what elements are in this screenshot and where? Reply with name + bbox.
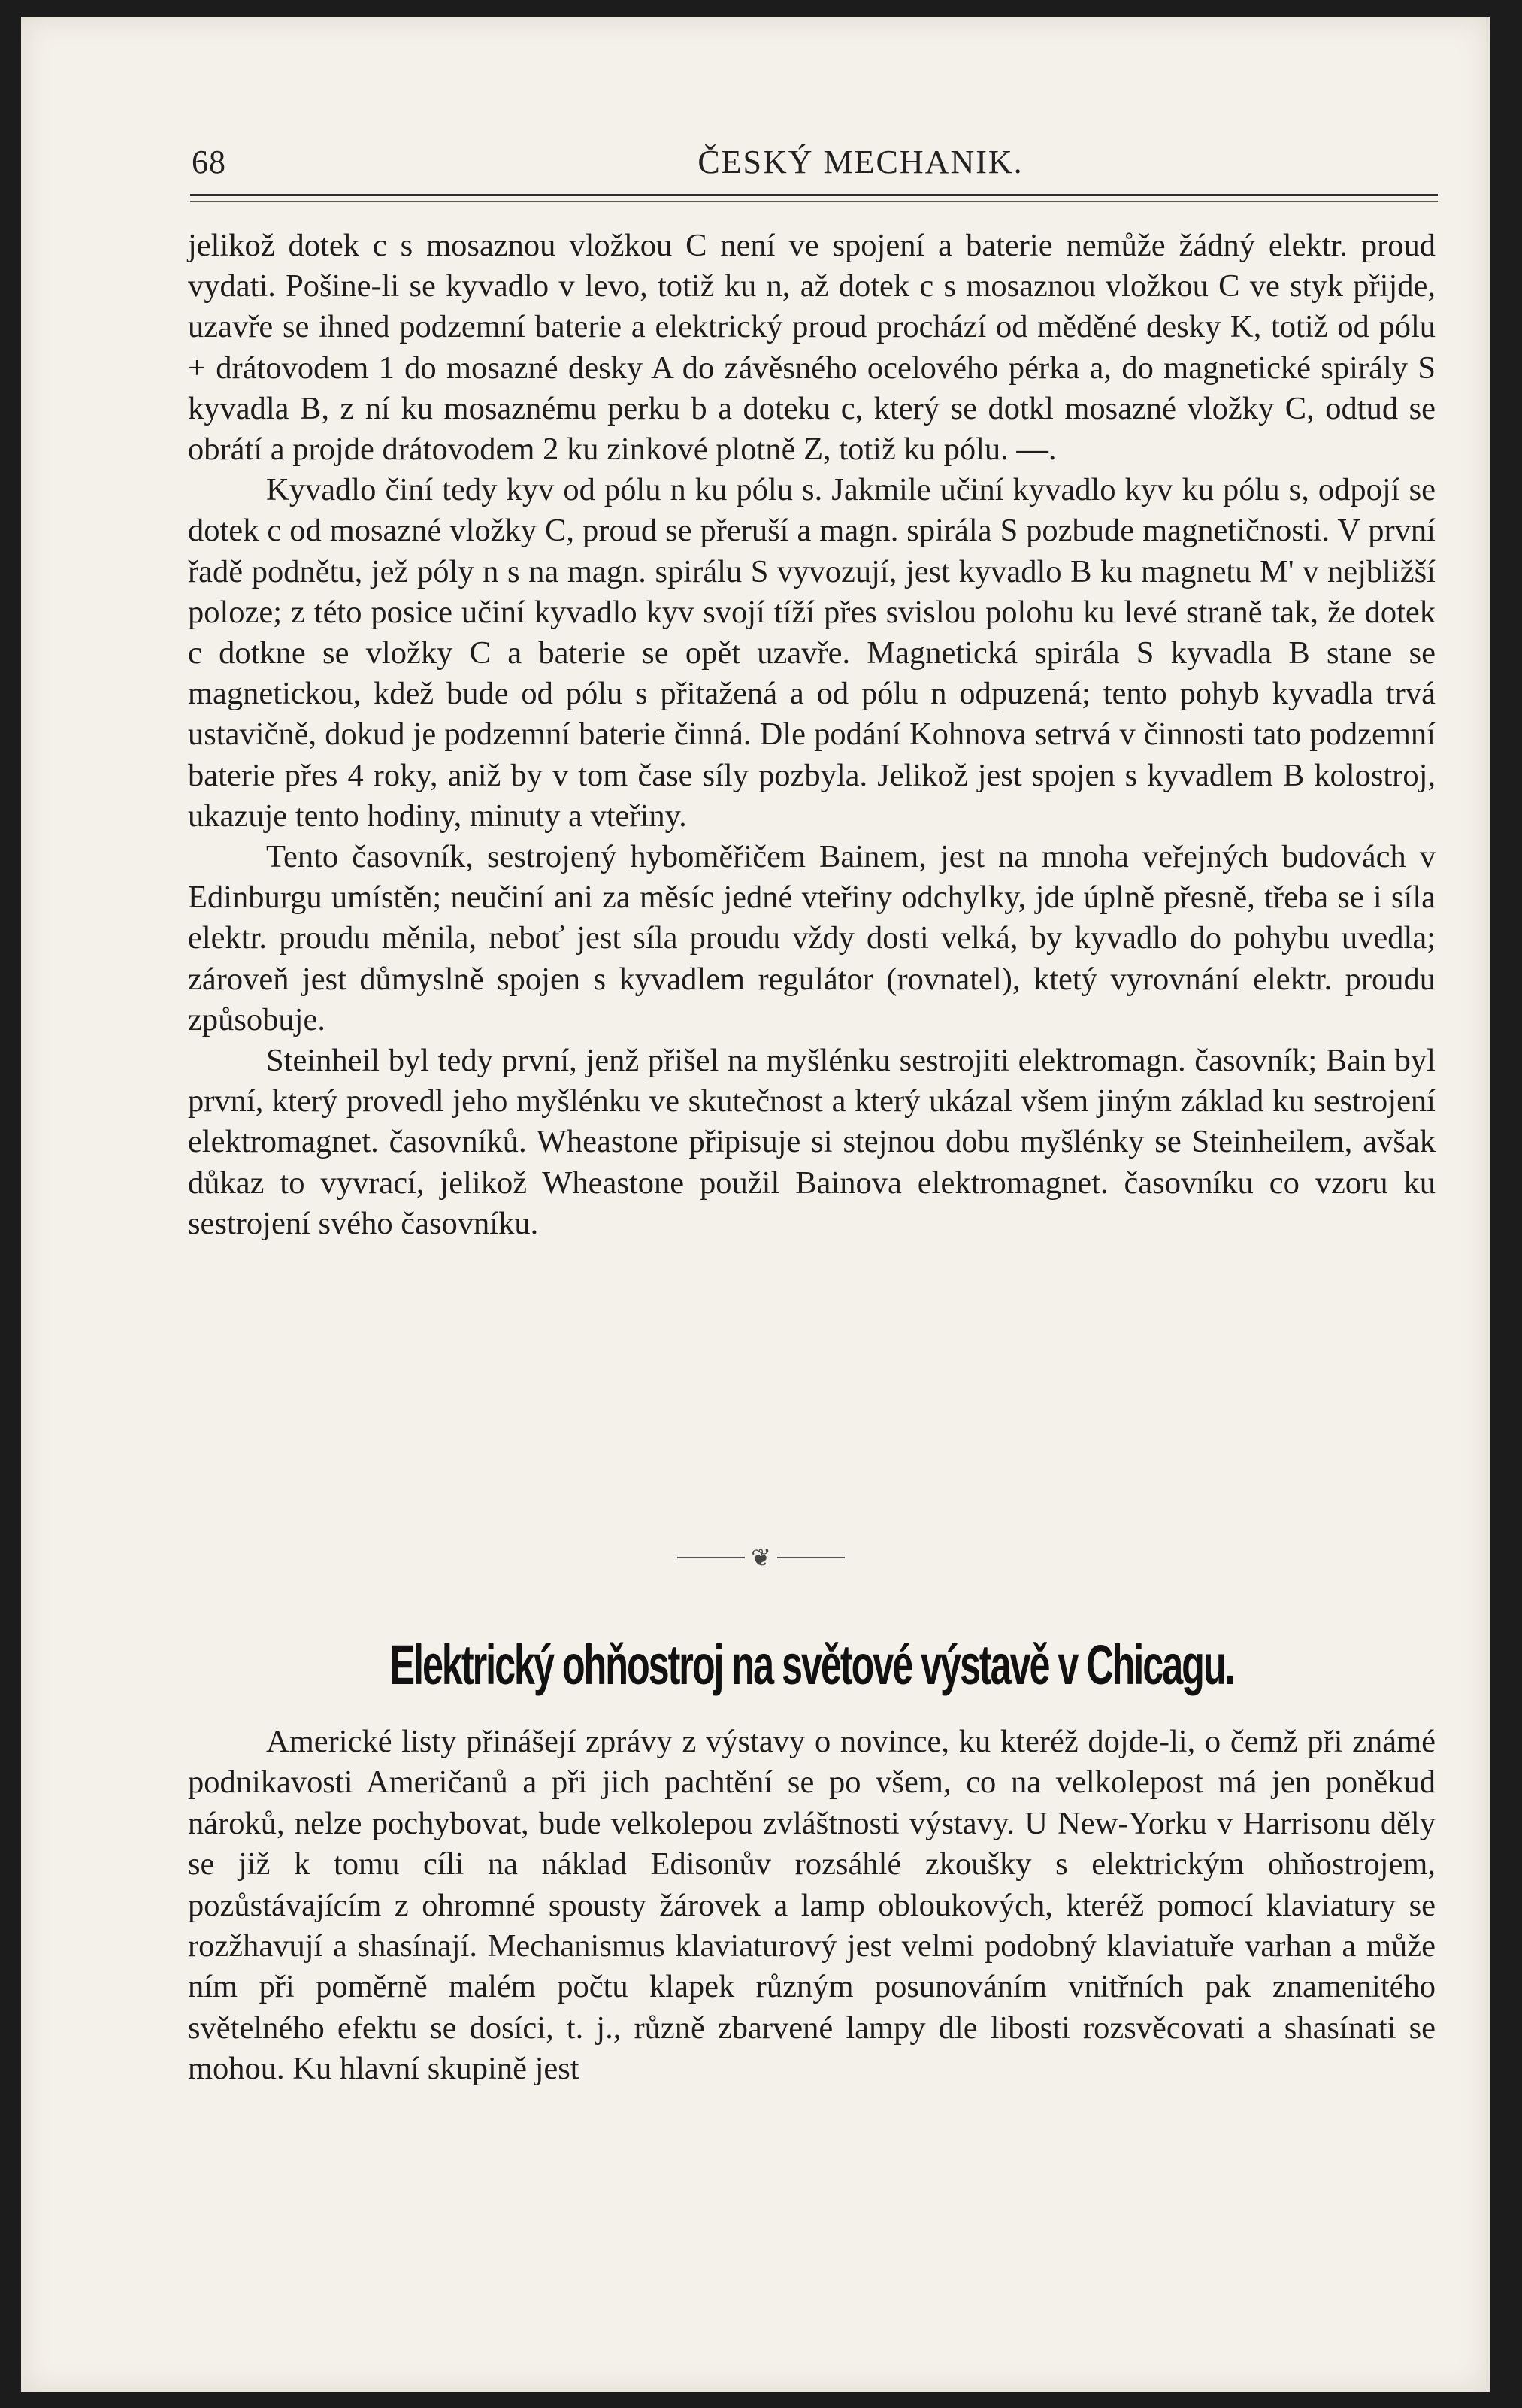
paragraph: jelikož dotek c s mosaznou vložkou C není ve spojení a baterie nemůže žádný elektr. proud vydati. Pošine-li se kyvadlo v levo, totiž ku n, až dotek c s mosaznou vložkou C ve styk přijde, uzavře se ihned podzemní baterie a elektrický proud prochází od měděné desky K, totiž od pólu + drátovodem 1 do mosazné desky A do závěsného ocelového pérka a, do magnetické spirály S kyvadla B, z ní ku mosaznému perku b a doteku c, který se dotkl mosazné vložky C, odtud se obrátí a projde drátovodem 2 ku zinkové plotně Z, totiž ku pólu. —.: [188, 228, 1436, 468]
paragraph: Kyvadlo činí tedy kyv od pólu n ku pólu s. Jakmile učiní kyvadlo kyv ku pólu s, odpojí se dotek c od mosazné vložky C, proud se přeruší a magn. spirála S pozbude magnetičnosti. V první řadě podnětu, jež póly n s na magn. spirálu S vyvozují, jest kyvadlo B ku magnetu M' v nejbližší poloze; z této posice učiní kyvadlo kyv svojí tíží přes svislou polohu ku levé straně tak, že dotek c dotkne se vložky C a baterie se opět uzavře. Magnetická spirála S kyvadla B stane se magnetickou, kdež bude od pólu s přitažená a od pólu n odpuzená; tento pohyb kyvadla trvá ustavičně, dokud je podzemní baterie činná. Dle podání Kohnova setrvá v činnosti tato podzemní baterie přes 4 roky, aniž by v tom čase síly pozbyla. Jelikož jest spojen s kyvadlem B kolostroj, ukazuje tento hodiny, minuty a vteřiny.: [188, 472, 1436, 834]
paragraph: Steinheil byl tedy první, jenž přišel na myšlénku sestrojiti elektromagn. časovník; Bain byl první, který provedl jeho myšlénku ve skutečnost a který ukázal všem jiným základ ku sestrojení elektromagnet. časovníků. Wheastone připisuje si stejnou dobu myšlénky se Steinheilem, avšak důkaz to vyvrací, jelikož Wheastone použil Bainova elektromagnet. časovníku co vzoru ku sestrojení svého časovníku.: [188, 1043, 1436, 1241]
divider-line: [777, 1557, 845, 1558]
section-text: [188, 226, 1436, 1244]
divider-line: [677, 1557, 745, 1558]
running-title: ČESKÝ MECHANIK.: [697, 144, 1024, 180]
page-number: 68: [192, 144, 226, 180]
header-rule: [190, 194, 1438, 202]
section-divider: [0, 1541, 1522, 1571]
page-header: [192, 143, 1439, 188]
paragraph: Tento časovník, sestrojený hyboměřičem Bainem, jest na mnoha veřejných budovách v Edinburgu umístěn; neučiní ani za měsíc jedné vteřiny odchylky, jde úplně přesně, třeba se i síla elektr. proudu měnila, neboť jest síla proudu vždy dosti velká, by kyvadlo do pohybu uvedla; zároveň jest důmyslně spojen s kyvadlem regulátor (rovnatel), ktetý vyrovnání elektr. proudu způsobuje.: [188, 839, 1436, 1037]
fleuron-icon: ❦: [751, 1543, 771, 1571]
article-title: Elektrický ohňostroj na světové výstavě v Chicagu.: [389, 1634, 1234, 1696]
article-text: [188, 1722, 1436, 2090]
paragraph: Americké listy přinášejí zprávy z výstavy o novince, ku kteréž dojde-li, o čemž při známé podnikavosti Američanů a při jich pachtění se po všem, co na velkolepost má jen poněkud nároků, nelze pochybovat, bude velkolepou zvláštnosti výstavy. U New-Yorku v Harrisonu děly se již k tomu cíli na náklad Edisonův rozsáhlé zkoušky s elektrickým ohňostrojem, pozůstávajícím z ohromné spousty žárovek a lamp obloukových, kteréž pomocí klaviatury se rozžhavují a shasínají. Mechanismus klaviaturový jest velmi podobný klaviatuře varhan a může ním při poměrně malém počtu klapek různým posunováním vnitřních pak znamenitého světelného efektu se dosíci, t. j., různě zbarvené lampy dle libosti rozsvěcovati a shasínati se mohou. Ku hlavní skupině jest: [188, 1724, 1436, 2087]
